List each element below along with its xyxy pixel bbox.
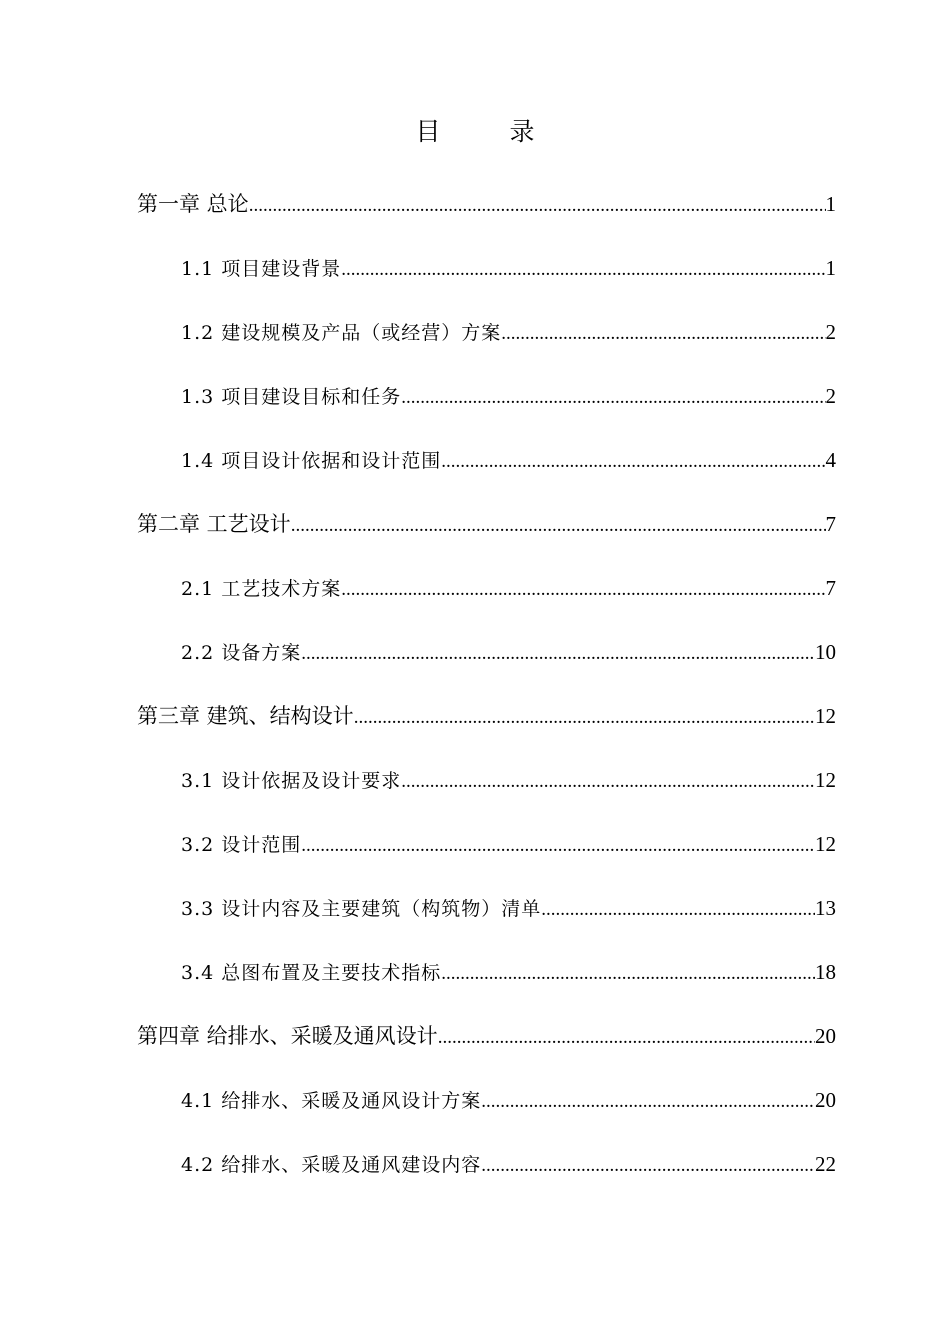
toc-page-number: 10 xyxy=(815,640,836,664)
toc-page-number: 2 xyxy=(825,384,836,408)
toc-entry-title: 第三章 建筑、结构设计 xyxy=(137,704,354,728)
toc-dot-leader xyxy=(441,954,815,994)
toc-dot-leader xyxy=(401,762,815,802)
toc-dot-leader xyxy=(441,442,825,482)
toc-section-entry[interactable] xyxy=(181,824,836,888)
toc-entry-title: 4.1 给排水、采暖及通风设计方案 xyxy=(181,1090,482,1112)
toc-page-number: 2 xyxy=(825,320,836,344)
toc-dot-leader xyxy=(341,570,825,610)
toc-entry-title: 3.3 设计内容及主要建筑（构筑物）清单 xyxy=(181,898,542,920)
toc-dot-leader xyxy=(301,826,815,866)
toc-dot-leader xyxy=(291,506,826,546)
toc-dot-leader xyxy=(481,1146,815,1186)
toc-dot-leader xyxy=(438,1018,815,1058)
toc-entry-title: 1.1 项目建设背景 xyxy=(181,258,342,280)
toc-page-number: 1 xyxy=(825,256,836,280)
toc-page-number: 7 xyxy=(825,512,836,536)
toc-entry-title: 第二章 工艺设计 xyxy=(137,512,291,536)
toc-section-entry[interactable] xyxy=(181,568,836,632)
toc-chapter-entry[interactable] xyxy=(137,696,836,760)
toc-page-number: 7 xyxy=(825,576,836,600)
toc-section-entry[interactable] xyxy=(181,248,836,312)
toc-entry-title: 3.4 总图布置及主要技术指标 xyxy=(181,962,442,984)
toc-entry-title: 1.4 项目设计依据和设计范围 xyxy=(181,450,442,472)
toc-dot-leader xyxy=(249,186,826,226)
toc-page-number: 12 xyxy=(815,832,836,856)
toc-section-entry[interactable] xyxy=(181,1144,836,1208)
toc-chapter-entry[interactable] xyxy=(137,184,836,248)
toc-section-entry[interactable] xyxy=(181,888,836,952)
toc-page-number: 1 xyxy=(825,192,836,216)
toc-dot-leader xyxy=(481,1082,815,1122)
toc-page-number: 20 xyxy=(815,1088,836,1112)
toc-page-number: 4 xyxy=(825,448,836,472)
toc-entry-title: 第四章 给排水、采暖及通风设计 xyxy=(137,1024,438,1048)
toc-title: 目 录 xyxy=(415,117,557,146)
toc-section-entry[interactable] xyxy=(181,376,836,440)
toc-chapter-entry[interactable] xyxy=(137,1016,836,1080)
toc-section-entry[interactable] xyxy=(181,440,836,504)
toc-section-entry[interactable] xyxy=(181,632,836,696)
toc-entry-title: 1.3 项目建设目标和任务 xyxy=(181,386,402,408)
toc-entry-title: 3.1 设计依据及设计要求 xyxy=(181,770,402,792)
toc-dot-leader xyxy=(541,890,815,930)
toc-page-number: 12 xyxy=(815,704,836,728)
toc-entry-title: 第一章 总论 xyxy=(137,192,249,216)
toc-chapter-entry[interactable] xyxy=(137,504,836,568)
toc-list xyxy=(0,184,950,1208)
toc-entry-title: 2.1 工艺技术方案 xyxy=(181,578,342,600)
toc-page-number: 18 xyxy=(815,960,836,984)
toc-dot-leader xyxy=(341,250,825,290)
toc-dot-leader xyxy=(301,634,815,674)
toc-entry-title: 3.2 设计范围 xyxy=(181,834,302,856)
toc-entry-title: 1.2 建设规模及产品（或经营）方案 xyxy=(181,322,502,344)
toc-dot-leader xyxy=(501,314,825,354)
toc-section-entry[interactable] xyxy=(181,1080,836,1144)
toc-page-number: 12 xyxy=(815,768,836,792)
toc-entry-title: 4.2 给排水、采暖及通风建设内容 xyxy=(181,1154,482,1176)
toc-page-number: 22 xyxy=(815,1152,836,1176)
toc-page-number: 20 xyxy=(815,1024,836,1048)
toc-section-entry[interactable] xyxy=(181,952,836,1016)
toc-page-number: 13 xyxy=(815,896,836,920)
toc-section-entry[interactable] xyxy=(181,760,836,824)
toc-dot-leader xyxy=(401,378,825,418)
toc-section-entry[interactable] xyxy=(181,312,836,376)
toc-dot-leader xyxy=(354,698,815,738)
toc-entry-title: 2.2 设备方案 xyxy=(181,642,302,664)
